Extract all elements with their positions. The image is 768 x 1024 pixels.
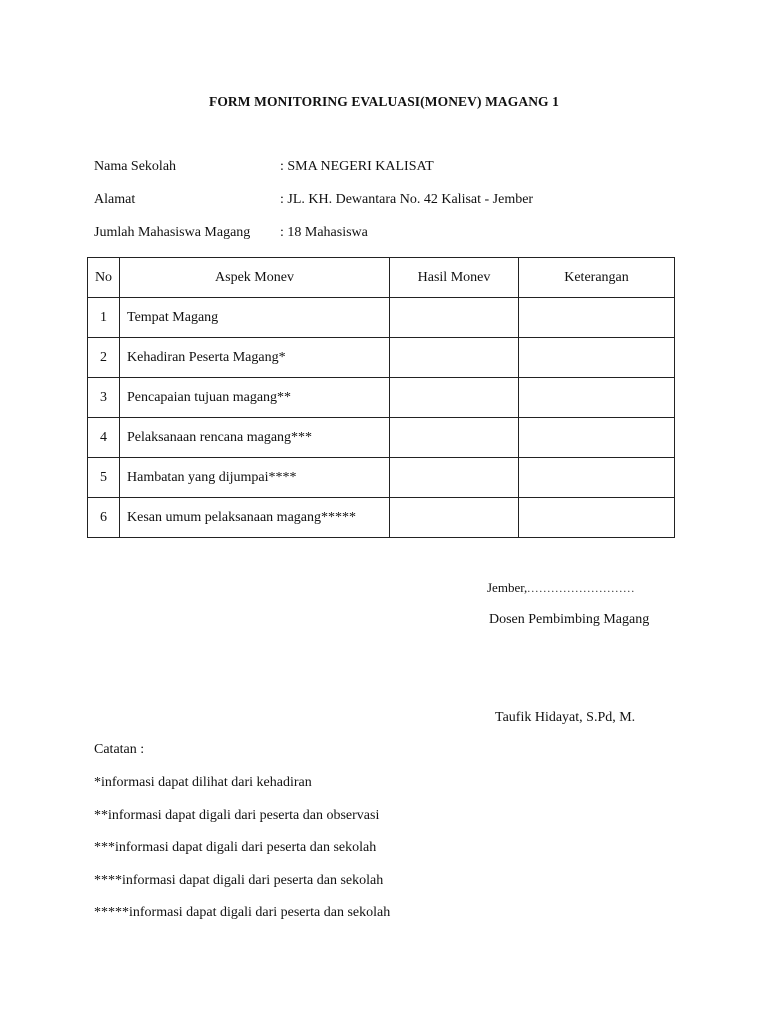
row-aspek xyxy=(120,458,390,498)
header-aspek: Aspek Monev xyxy=(120,258,390,298)
row-hasil-cell[interactable] xyxy=(390,498,519,538)
signature-place-date xyxy=(487,580,635,597)
row-hasil-cell[interactable] xyxy=(390,458,519,498)
note-item: ****informasi dapat digali dari peserta dan sekolah xyxy=(94,873,384,888)
header-hasil: Hasil Monev xyxy=(390,258,519,298)
header-keterangan: Keterangan xyxy=(519,258,675,298)
row-no: 6 xyxy=(88,498,120,538)
row-no: 2 xyxy=(88,338,120,378)
signature-place: Jember, xyxy=(487,580,528,595)
row-hasil-cell[interactable] xyxy=(390,378,519,418)
row-keterangan-cell[interactable] xyxy=(519,338,675,378)
address-value: : JL. KH. Dewantara No. 42 Kalisat - Jember xyxy=(280,192,534,207)
school-name-label: Nama Sekolah xyxy=(94,159,177,174)
row-keterangan-cell[interactable] xyxy=(519,378,675,418)
address-label: Alamat xyxy=(94,192,136,207)
row-no: 1 xyxy=(88,298,120,338)
row-aspek-text: Kehadiran Peserta Magang* xyxy=(127,349,286,365)
row-aspek xyxy=(120,418,390,458)
row-aspek-text: Hambatan yang dijumpai**** xyxy=(127,469,297,485)
table-header-row xyxy=(88,258,675,298)
note-item: ***informasi dapat digali dari peserta dan sekolah xyxy=(94,840,377,855)
row-hasil-cell[interactable] xyxy=(390,418,519,458)
table-row xyxy=(88,498,675,538)
row-keterangan-cell[interactable] xyxy=(519,418,675,458)
row-keterangan-cell[interactable] xyxy=(519,498,675,538)
row-keterangan-cell[interactable] xyxy=(519,458,675,498)
row-hasil-cell[interactable] xyxy=(390,298,519,338)
row-aspek-text: Pencapaian tujuan magang** xyxy=(127,389,292,405)
note-item: *****informasi dapat digali dari peserta dan sekolah xyxy=(94,905,391,920)
student-count-label: Jumlah Mahasiswa Magang xyxy=(94,225,251,240)
row-no: 4 xyxy=(88,418,120,458)
row-aspek xyxy=(120,338,390,378)
row-no: 5 xyxy=(88,458,120,498)
signature-name: Taufik Hidayat, S.Pd, M. xyxy=(495,710,636,725)
table-row xyxy=(88,378,675,418)
form-title: FORM MONITORING EVALUASI(MONEV) MAGANG 1 xyxy=(208,94,559,109)
student-count-value: : 18 Mahasiswa xyxy=(280,225,368,240)
signature-role: Dosen Pembimbing Magang xyxy=(489,612,650,627)
header-no: No xyxy=(88,258,120,298)
table-row xyxy=(88,418,675,458)
monev-table xyxy=(87,257,675,538)
row-aspek xyxy=(120,498,390,538)
row-aspek xyxy=(120,378,390,418)
school-name-value: : SMA NEGERI KALISAT xyxy=(280,159,434,174)
table-row xyxy=(88,338,675,378)
row-aspek-text: Pelaksanaan rencana magang*** xyxy=(127,429,313,445)
row-aspek-text: Tempat Magang xyxy=(127,309,219,325)
table-row xyxy=(88,298,675,338)
notes-heading: Catatan : xyxy=(94,742,145,757)
row-keterangan-cell[interactable] xyxy=(519,298,675,338)
row-aspek xyxy=(120,298,390,338)
note-item: *informasi dapat dilihat dari kehadiran xyxy=(94,775,312,790)
signature-date-blank[interactable]: ........................... xyxy=(527,581,636,595)
row-no: 3 xyxy=(88,378,120,418)
table-row xyxy=(88,458,675,498)
note-item: **informasi dapat digali dari peserta dan observasi xyxy=(94,808,380,823)
row-hasil-cell[interactable] xyxy=(390,338,519,378)
row-aspek-text: Kesan umum pelaksanaan magang***** xyxy=(127,509,356,525)
